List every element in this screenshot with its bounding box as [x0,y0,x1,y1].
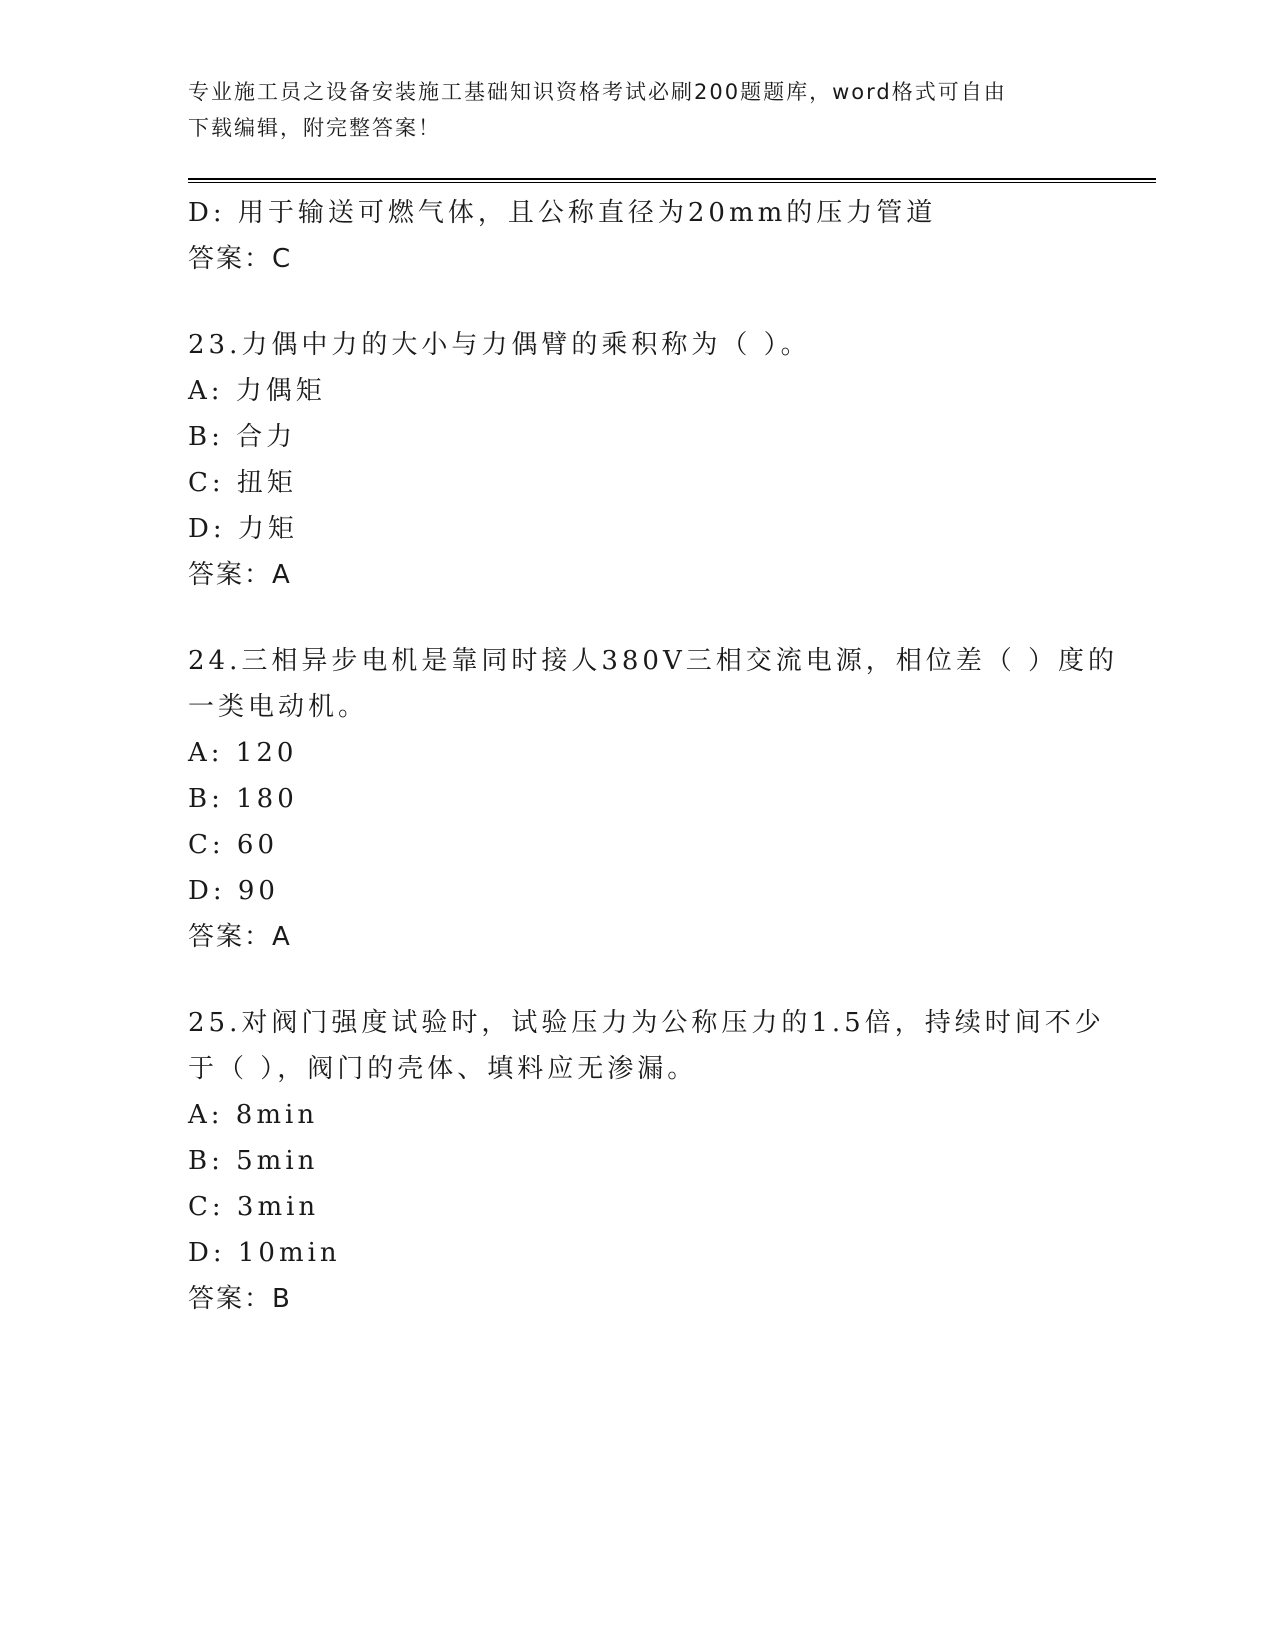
spacer [188,598,1088,638]
question-stem-line-1: 24.三相异步电机是靠同时接人380V三相交流电源，相位差（ ）度的 [188,646,1119,676]
question-stem-line-2: 一类电动机。 [188,692,369,722]
header-title-line-2: 下载编辑，附完整答案！ [188,116,441,140]
spacer [188,960,1088,1000]
answer: 答案：B [188,1284,292,1314]
question-stem-line-2: 于（ ），阀门的壳体、填料应无渗漏。 [188,1054,698,1084]
header-title-line-1: 专业施工员之设备安装施工基础知识资格考试必刷200题题库，word格式可自由 [188,80,1007,104]
prev-option-d: D: 用于输送可燃气体，且公称直径为20mm的压力管道 [188,198,937,228]
option-c: C: 60 [188,830,279,860]
question-stem-line-1: 25.对阀门强度试验时，试验压力为公称压力的1.5倍，持续时间不少 [188,1008,1105,1038]
header-divider-bottom [188,182,1156,183]
answer: 答案：A [188,922,292,952]
option-c: C: 扭矩 [188,468,297,498]
document-header [188,74,1088,146]
question-list [188,190,1119,1322]
option-d: D: 力矩 [188,514,298,544]
option-d: D: 10min [188,1238,341,1268]
option-b: B: 合力 [188,422,297,452]
option-a: A: 8min [188,1100,319,1130]
question-23 [188,322,1088,598]
question-24 [188,638,1119,960]
option-a: A: 120 [188,738,298,768]
option-d: D: 90 [188,876,279,906]
question-25 [188,1000,1105,1322]
option-b: B: 5min [188,1146,319,1176]
option-b: B: 180 [188,784,298,814]
question-stem: 23.力偶中力的大小与力偶臂的乘积称为（ ）。 [188,330,811,360]
option-c: C: 3min [188,1192,320,1222]
option-a: A: 力偶矩 [188,376,326,406]
spacer [188,282,1088,322]
header-divider-top [188,178,1156,180]
prev-answer: 答案：C [188,244,293,274]
answer: 答案：A [188,560,292,590]
